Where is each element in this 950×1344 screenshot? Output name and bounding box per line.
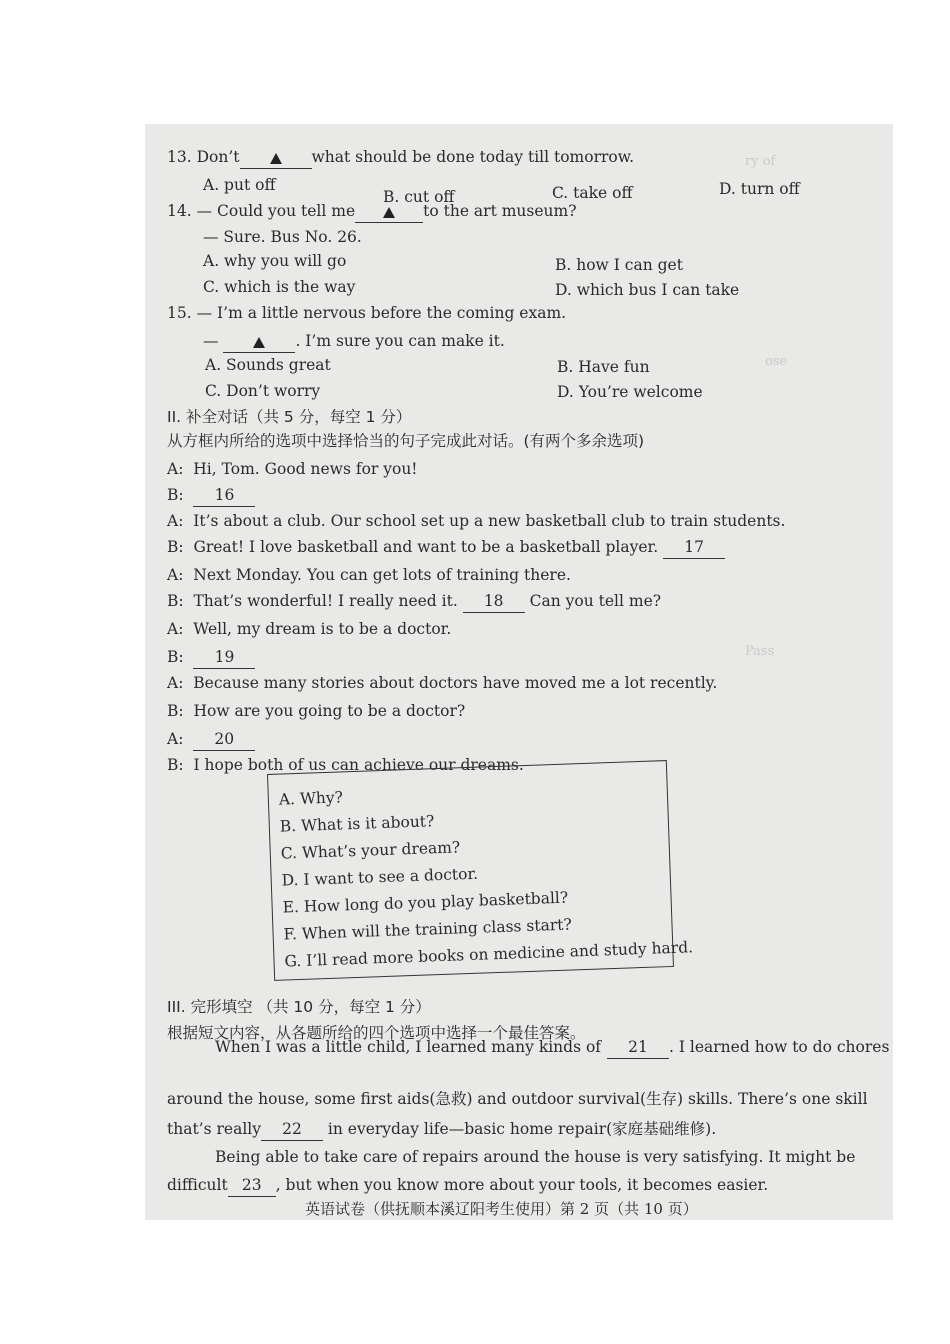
section-3-instruction: 根据短文内容，从各题所给的四个选项中选择一个最佳答案。 [167, 1024, 586, 1042]
section-2-heading: II. 补全对话（共 5 分，每空 1 分） [167, 408, 412, 426]
dialogue-line: A: Because many stories about doctors have moved me a lot recently. [167, 674, 718, 692]
option-box-item: B. What is it about? [279, 812, 435, 836]
exam-page [145, 124, 893, 1220]
option-box-item: F. When will the training class start? [283, 915, 573, 944]
passage-line: 21 . I learned how to do chores [607, 1036, 889, 1059]
option-box-item: E. How long do you play basketball? [282, 888, 569, 917]
triangle-marker-icon [270, 153, 282, 164]
bleed-through-text: Pass [745, 644, 775, 659]
answer-blank [223, 330, 295, 353]
answer-blank: 18 [463, 590, 525, 613]
q14-option-c: C. which is the way [203, 278, 356, 296]
dialogue-line: B: Great! I love basketball and want to be a basketball player. 17 [167, 536, 725, 559]
dialogue-line: B: 19 [167, 646, 255, 669]
passage-line: that’s really 22 in everyday life—basic home repair(家庭基础维修). [167, 1118, 716, 1141]
q13-stem: 13. Don’t what should be done today till tomorrow. [167, 146, 634, 169]
answer-blank: 23 [228, 1174, 276, 1197]
answer-blank: 21 [607, 1036, 669, 1059]
q14-reply: — Sure. Bus No. 26. [203, 228, 362, 246]
q15-option-b: B. Have fun [557, 358, 650, 376]
dialogue-line: A: It’s about a club. Our school set up a new basketball club to train students. [167, 512, 786, 530]
q13-option-b: B. cut off [383, 188, 455, 206]
q13-option-a: A. put off [203, 176, 276, 194]
q15-option-d: D. You’re welcome [557, 383, 703, 401]
option-box-item: A. Why? [278, 788, 344, 809]
passage-line: around the house, some first aids(急救) and outdoor survival(生存) skills. There’s one skill [167, 1090, 868, 1108]
q14-option-d: D. which bus I can take [555, 281, 740, 299]
q15-option-a: A. Sounds great [205, 356, 331, 374]
dialogue-line: A: Next Monday. You can get lots of training there. [167, 566, 571, 584]
answer-blank: 17 [663, 536, 725, 559]
q15-reply: — . I’m sure you can make it. [203, 330, 505, 353]
q15-option-c: C. Don’t worry [205, 382, 321, 400]
passage-line: difficult 23 , but when you know more about your tools, it becomes easier. [167, 1174, 768, 1197]
q14-stem: 14. — Could you tell me to the art museum? [167, 200, 577, 223]
dialogue-line: B: 16 [167, 484, 255, 507]
q15-stem: 15. — I’m a little nervous before the coming exam. [167, 304, 567, 322]
q14-option-a: A. why you will go [203, 252, 347, 270]
answer-blank: 16 [193, 484, 255, 507]
page-footer: 英语试卷（供抚顺本溪辽阳考生使用）第 2 页（共 10 页） [305, 1200, 698, 1218]
option-box-item: D. I want to see a doctor. [281, 864, 479, 890]
bleed-through-text: ry of [745, 154, 776, 169]
triangle-marker-icon [253, 337, 265, 348]
dialogue-line: A: 20 [167, 728, 255, 751]
passage-line: When I was a little child, I learned many kinds of [215, 1038, 602, 1056]
dialogue-line: A: Hi, Tom. Good news for you! [167, 460, 418, 478]
section-2-instruction: 从方框内所给的选项中选择恰当的句子完成此对话。(有两个多余选项) [167, 432, 645, 450]
option-box-item: G. I’ll read more books on medicine and study hard. [284, 938, 694, 971]
answer-blank: 20 [193, 728, 255, 751]
triangle-marker-icon [383, 207, 395, 218]
answer-blank: 22 [261, 1118, 323, 1141]
dialogue-line: B: That’s wonderful! I really need it. 18 Can you tell me? [167, 590, 661, 613]
answer-blank [240, 146, 312, 169]
answer-blank: 19 [193, 646, 255, 669]
answer-blank [355, 200, 423, 223]
section-3-heading: III. 完形填空 （共 10 分，每空 1 分） [167, 998, 431, 1016]
q13-option-c: C. take off [552, 184, 633, 202]
option-box-item: C. What’s your dream? [280, 838, 461, 863]
dialogue-line: B: I hope both of us can achieve our dreams. [167, 756, 524, 774]
dialogue-line: A: Well, my dream is to be a doctor. [167, 620, 452, 638]
passage-line: Being able to take care of repairs around the house is very satisfying. It might be [215, 1148, 856, 1166]
dialogue-line: B: How are you going to be a doctor? [167, 702, 466, 720]
bleed-through-text: ose [765, 354, 788, 369]
options-box [267, 760, 694, 981]
q14-option-b: B. how I can get [555, 256, 683, 274]
q13-option-d: D. turn off [719, 180, 800, 198]
